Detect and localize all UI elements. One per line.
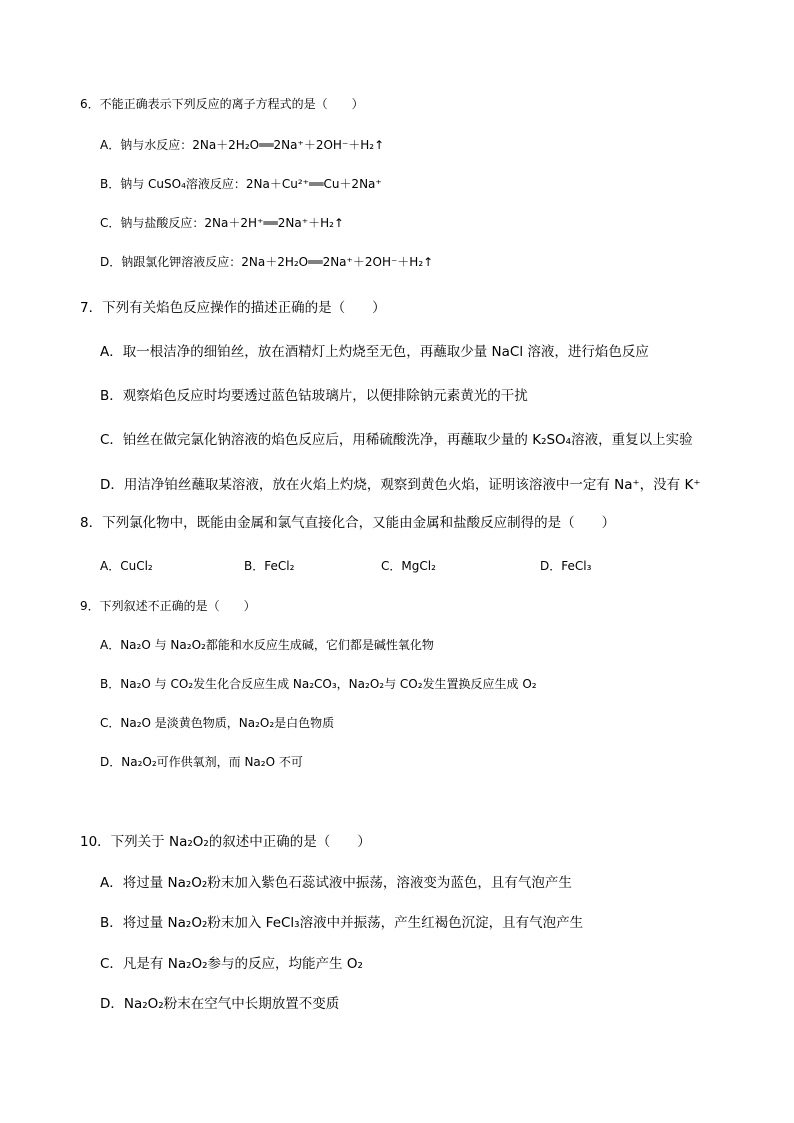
- question-8-option-d: D．FeCl₃: [540, 559, 592, 573]
- question-6-option-c: C．钠与盐酸反应：2Na＋2H⁺══2Na⁺＋H₂↑: [100, 216, 344, 230]
- question-9-option-d: D．Na₂O₂可作供氧剂，而 Na₂O 不可: [100, 755, 303, 769]
- question-7-stem: 7．下列有关焰色反应操作的描述正确的是（ ）: [80, 300, 386, 316]
- question-8-option-a: A．CuCl₂: [100, 559, 153, 573]
- question-9-stem: 9．下列叙述不正确的是（ ）: [80, 599, 256, 613]
- question-10-option-c: C．凡是有 Na₂O₂参与的反应，均能产生 O₂: [100, 956, 363, 972]
- question-10-option-d: D．Na₂O₂粉末在空气中长期放置不变质: [100, 996, 340, 1012]
- question-9-option-b: B．Na₂O 与 CO₂发生化合反应生成 Na₂CO₃，Na₂O₂与 CO₂发生置换反应生成 O₂: [100, 677, 537, 691]
- question-6-stem: 6．不能正确表示下列反应的离子方程式的是（ ）: [80, 97, 364, 111]
- question-8-option-b: B．FeCl₂: [244, 559, 295, 573]
- question-9-option-a: A．Na₂O 与 Na₂O₂都能和水反应生成碱，它们都是碱性氧化物: [100, 638, 434, 652]
- question-6-option-a: A．钠与水反应：2Na＋2H₂O══2Na⁺＋2OH⁻＋H₂↑: [100, 138, 385, 152]
- question-7-option-a: A．取一根洁净的细铂丝，放在酒精灯上灼烧至无色，再蘸取少量 NaCl 溶液，进行焰色反应: [100, 344, 649, 360]
- question-7-option-c: C．铂丝在做完氯化钠溶液的焰色反应后，用稀硫酸洗净，再蘸取少量的 K₂SO₄溶液，重复以上实验: [100, 432, 693, 448]
- question-7-option-b: B．观察焰色反应时均要透过蓝色钴玻璃片，以便排除钠元素黄光的干扰: [100, 388, 528, 404]
- question-9-option-c: C．Na₂O 是淡黄色物质，Na₂O₂是白色物质: [100, 716, 335, 730]
- question-8-option-c: C．MgCl₂: [381, 559, 436, 573]
- question-8-stem: 8．下列氯化物中，既能由金属和氯气直接化合，又能由金属和盐酸反应制得的是（ ）: [80, 515, 616, 531]
- question-10-option-b: B．将过量 Na₂O₂粉末加入 FeCl₃溶液中并振荡，产生红褐色沉淀，且有气泡产生: [100, 915, 584, 931]
- question-6-option-b: B．钠与 CuSO₄溶液反应：2Na＋Cu²⁺══Cu＋2Na⁺: [100, 177, 382, 191]
- question-6-option-d: D．钠跟氯化钾溶液反应：2Na＋2H₂O══2Na⁺＋2OH⁻＋H₂↑: [100, 255, 434, 269]
- question-10-option-a: A．将过量 Na₂O₂粉末加入紫色石蕊试液中振荡，溶液变为蓝色，且有气泡产生: [100, 875, 572, 891]
- question-10-stem: 10．下列关于 Na₂O₂的叙述中正确的是（ ）: [80, 834, 371, 850]
- question-7-option-d: D．用洁净铂丝蘸取某溶液，放在火焰上灼烧，观察到黄色火焰，证明该溶液中一定有 Na⁺，没有 K⁺: [100, 477, 701, 493]
